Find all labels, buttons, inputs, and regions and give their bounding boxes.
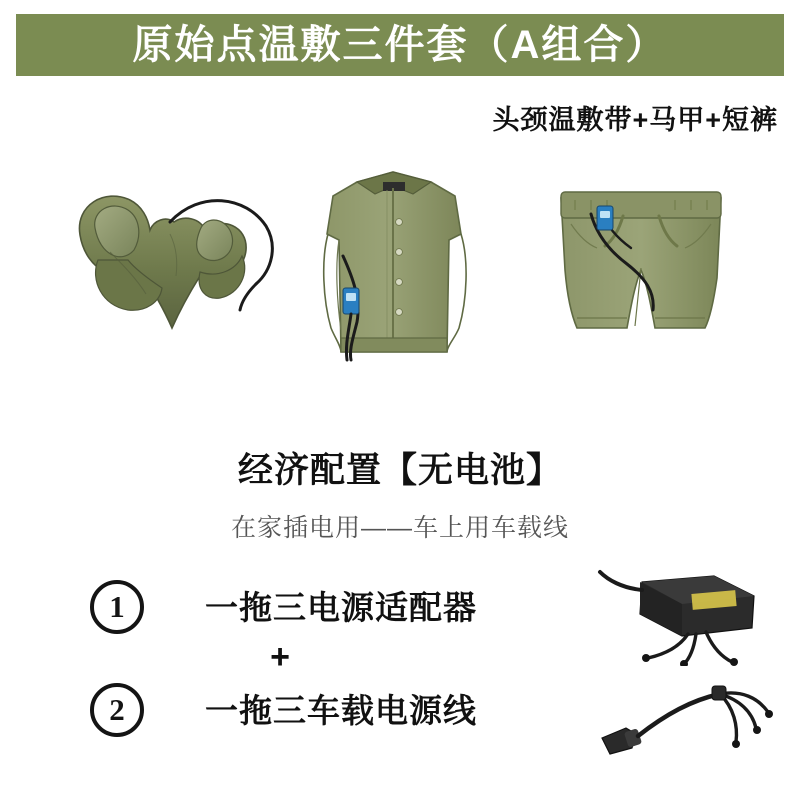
- plus-separator: +: [270, 638, 290, 676]
- product-heated-shorts: [535, 160, 750, 400]
- head-neck-belt-illustration: [50, 160, 280, 400]
- power-adapter-illustration: [596, 566, 776, 666]
- accessory-power-adapter: [596, 566, 776, 671]
- item-label: 一拖三电源适配器: [205, 589, 477, 626]
- product-heated-vest: [295, 160, 495, 400]
- config-subtitle: 在家插电用——车上用车载线: [230, 514, 569, 542]
- subtitle-text: 头颈温敷带+马甲+短裤: [492, 105, 778, 135]
- item-label: 一拖三车载电源线: [205, 692, 477, 729]
- config-title: 经济配置【无电池】: [237, 451, 562, 490]
- header-banner: [16, 14, 784, 76]
- car-power-cable-illustration: [596, 672, 776, 762]
- heated-shorts-illustration: [535, 160, 750, 400]
- item-number-badge: 2: [90, 683, 144, 737]
- product-head-neck-belt: [50, 160, 280, 400]
- page-title: 原始点温敷三件套（A组合）: [132, 23, 668, 67]
- product-gallery: [0, 160, 800, 400]
- heated-vest-illustration: [295, 160, 495, 400]
- accessory-car-power-cable: [596, 672, 776, 767]
- item-number-badge: 1: [90, 580, 144, 634]
